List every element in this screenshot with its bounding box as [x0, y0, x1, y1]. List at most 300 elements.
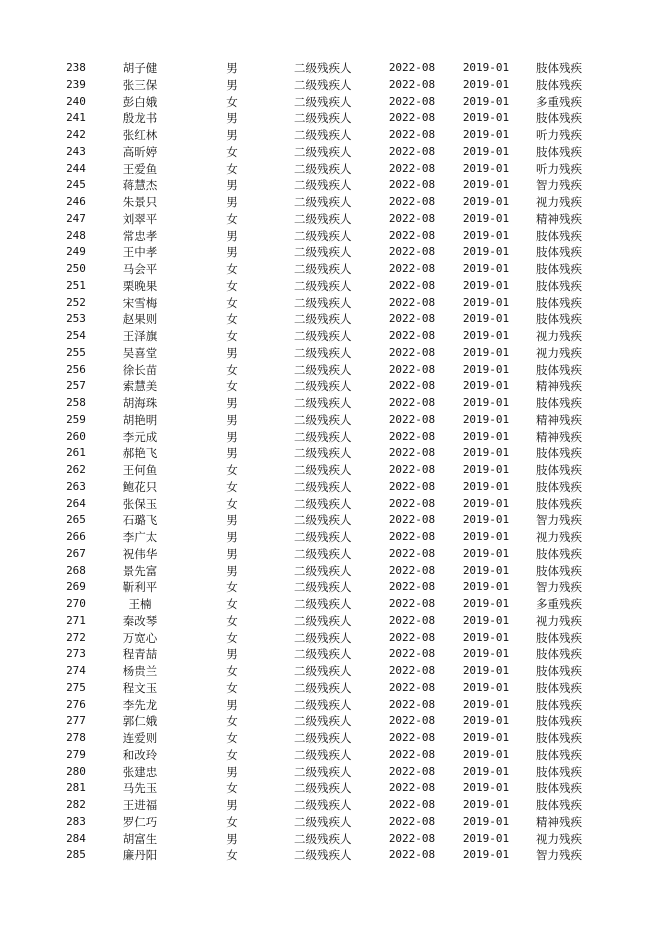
row-number: 270 [66, 597, 86, 610]
disability-type: 肢体残疾 [536, 396, 582, 410]
table-row [0, 94, 662, 111]
gender: 女 [226, 94, 238, 109]
gender: 男 [226, 798, 238, 812]
person-name: 吴喜堂 [122, 345, 158, 360]
person-name: 程文玉 [122, 680, 158, 695]
disability-type: 视力残疾 [536, 329, 582, 343]
gender: 女 [226, 463, 238, 477]
disability-grade: 二级残疾人 [294, 178, 352, 193]
date-start: 2019-01 [462, 278, 510, 292]
disability-grade: 二级残疾人 [294, 731, 352, 745]
gender: 女 [226, 144, 238, 159]
table-row [0, 479, 662, 496]
disability-type: 智力残疾 [536, 848, 582, 863]
disability-type: 听力残疾 [536, 161, 582, 176]
disability-type: 肢体残疾 [536, 647, 582, 662]
date-start: 2019-01 [462, 463, 510, 476]
disability-type: 肢体残疾 [536, 362, 582, 377]
date-issued: 2022-08 [388, 111, 436, 125]
disability-type: 精神残疾 [536, 814, 582, 829]
gender: 女 [226, 329, 238, 343]
table-row [0, 646, 662, 663]
person-name: 万宽心 [122, 630, 158, 645]
row-number: 256 [66, 362, 86, 376]
row-number: 283 [66, 814, 86, 828]
date-start: 2019-01 [462, 747, 510, 761]
date-issued: 2022-08 [388, 496, 436, 510]
date-issued: 2022-08 [388, 329, 436, 342]
disability-type: 肢体残疾 [536, 764, 582, 779]
date-issued: 2022-08 [388, 764, 436, 778]
person-name: 马会平 [122, 262, 158, 276]
table-row [0, 311, 662, 328]
date-issued: 2022-08 [388, 848, 436, 862]
date-issued: 2022-08 [388, 814, 436, 828]
table-row [0, 596, 662, 613]
date-issued: 2022-08 [388, 312, 436, 326]
gender: 女 [226, 161, 238, 176]
row-number: 252 [66, 295, 86, 309]
date-issued: 2022-08 [388, 77, 436, 91]
disability-type: 肢体残疾 [536, 664, 582, 678]
date-start: 2019-01 [462, 597, 510, 610]
date-start: 2019-01 [462, 580, 510, 594]
gender: 女 [226, 664, 238, 678]
date-start: 2019-01 [462, 195, 510, 208]
table-row [0, 328, 662, 345]
table-row [0, 697, 662, 714]
gender: 男 [226, 764, 238, 779]
gender: 男 [226, 111, 238, 126]
row-number: 250 [66, 262, 86, 275]
gender: 女 [226, 496, 238, 511]
date-issued: 2022-08 [388, 295, 436, 309]
person-name: 王进福 [122, 798, 158, 812]
date-start: 2019-01 [462, 295, 510, 309]
gender: 女 [226, 479, 238, 494]
person-name: 杨贵兰 [122, 664, 158, 678]
table-row [0, 345, 662, 362]
gender: 男 [226, 61, 238, 75]
disability-type: 精神残疾 [536, 211, 582, 226]
disability-grade: 二级残疾人 [294, 831, 352, 846]
disability-grade: 二级残疾人 [294, 563, 352, 578]
date-issued: 2022-08 [388, 513, 436, 527]
gender: 女 [226, 597, 238, 611]
row-number: 273 [66, 647, 86, 661]
disability-grade: 二级残疾人 [294, 580, 352, 595]
date-issued: 2022-08 [388, 781, 436, 795]
disability-grade: 二级残疾人 [294, 362, 352, 377]
date-start: 2019-01 [462, 664, 510, 677]
row-number: 263 [66, 479, 86, 493]
gender: 女 [226, 613, 238, 628]
table-row [0, 797, 662, 814]
disability-grade: 二级残疾人 [294, 613, 352, 628]
disability-grade: 二级残疾人 [294, 814, 352, 829]
row-number: 243 [66, 144, 86, 158]
disability-type: 视力残疾 [536, 345, 582, 360]
date-issued: 2022-08 [388, 613, 436, 627]
person-name: 靳利平 [122, 580, 158, 595]
date-issued: 2022-08 [388, 597, 436, 610]
disability-type: 精神残疾 [536, 412, 582, 427]
row-number: 255 [66, 345, 86, 359]
disability-type: 肢体残疾 [536, 747, 582, 762]
date-issued: 2022-08 [388, 446, 436, 460]
date-start: 2019-01 [462, 94, 510, 108]
date-issued: 2022-08 [388, 731, 436, 744]
table-row [0, 378, 662, 395]
date-start: 2019-01 [462, 563, 510, 577]
table-row [0, 546, 662, 563]
table-row [0, 144, 662, 161]
disability-grade: 二级残疾人 [294, 278, 352, 293]
date-start: 2019-01 [462, 61, 510, 74]
disability-type: 视力残疾 [536, 195, 582, 209]
gender: 女 [226, 781, 238, 796]
date-issued: 2022-08 [388, 278, 436, 292]
date-start: 2019-01 [462, 848, 510, 862]
person-name: 宋雪梅 [122, 295, 158, 310]
row-number: 265 [66, 513, 86, 527]
date-issued: 2022-08 [388, 245, 436, 259]
date-issued: 2022-08 [388, 697, 436, 711]
table-row [0, 512, 662, 529]
person-name: 连爱则 [122, 731, 158, 745]
date-start: 2019-01 [462, 77, 510, 91]
date-issued: 2022-08 [388, 94, 436, 108]
date-issued: 2022-08 [388, 228, 436, 242]
disability-grade: 二级残疾人 [294, 77, 352, 92]
disability-type: 肢体残疾 [536, 479, 582, 494]
disability-type: 视力残疾 [536, 530, 582, 544]
disability-grade: 二级残疾人 [294, 479, 352, 494]
date-issued: 2022-08 [388, 630, 436, 644]
person-name: 李先龙 [122, 697, 158, 712]
gender: 女 [226, 731, 238, 745]
disability-type: 肢体残疾 [536, 714, 582, 729]
row-number: 264 [66, 496, 86, 510]
disability-grade: 二级残疾人 [294, 446, 352, 461]
disability-type: 肢体残疾 [536, 77, 582, 92]
disability-grade: 二级残疾人 [294, 697, 352, 712]
row-number: 260 [66, 429, 86, 443]
disability-type: 肢体残疾 [536, 228, 582, 243]
person-name: 景先富 [122, 563, 158, 578]
disability-type: 精神残疾 [536, 379, 582, 394]
table-row [0, 579, 662, 596]
date-issued: 2022-08 [388, 178, 436, 192]
disability-type: 肢体残疾 [536, 563, 582, 578]
row-number: 245 [66, 178, 86, 192]
date-start: 2019-01 [462, 329, 510, 342]
person-name: 石璐飞 [122, 513, 158, 528]
gender: 女 [226, 262, 238, 276]
table-row [0, 244, 662, 261]
date-start: 2019-01 [462, 479, 510, 493]
disability-grade: 二级残疾人 [294, 597, 352, 611]
date-start: 2019-01 [462, 429, 510, 443]
date-start: 2019-01 [462, 530, 510, 543]
gender: 女 [226, 295, 238, 310]
gender: 男 [226, 412, 238, 427]
date-issued: 2022-08 [388, 714, 436, 728]
person-name: 郭仁娥 [122, 714, 158, 729]
disability-grade: 二级残疾人 [294, 680, 352, 695]
gender: 男 [226, 345, 238, 360]
disability-type: 肢体残疾 [536, 61, 582, 75]
table-row [0, 395, 662, 412]
row-number: 266 [66, 530, 86, 543]
disability-grade: 二级残疾人 [294, 345, 352, 360]
person-name: 王楠 [128, 597, 152, 611]
row-number: 267 [66, 546, 86, 560]
table-row [0, 764, 662, 781]
table-row [0, 847, 662, 864]
disability-roster-table [0, 60, 662, 864]
date-start: 2019-01 [462, 831, 510, 845]
date-start: 2019-01 [462, 412, 510, 426]
disability-grade: 二级残疾人 [294, 798, 352, 812]
disability-grade: 二级残疾人 [294, 848, 352, 863]
gender: 女 [226, 278, 238, 293]
table-row [0, 613, 662, 630]
row-number: 242 [66, 128, 86, 141]
table-row [0, 663, 662, 680]
row-number: 269 [66, 580, 86, 594]
row-number: 253 [66, 312, 86, 326]
row-number: 272 [66, 630, 86, 644]
date-start: 2019-01 [462, 814, 510, 828]
disability-grade: 二级残疾人 [294, 295, 352, 310]
disability-grade: 二级残疾人 [294, 412, 352, 427]
person-name: 彭白娥 [122, 94, 158, 109]
row-number: 239 [66, 77, 86, 91]
disability-type: 视力残疾 [536, 613, 582, 628]
date-start: 2019-01 [462, 546, 510, 560]
date-start: 2019-01 [462, 613, 510, 627]
person-name: 徐长苗 [122, 362, 158, 377]
date-issued: 2022-08 [388, 262, 436, 275]
date-issued: 2022-08 [388, 396, 436, 409]
disability-type: 多重残疾 [536, 597, 582, 611]
date-start: 2019-01 [462, 362, 510, 376]
date-start: 2019-01 [462, 128, 510, 141]
date-issued: 2022-08 [388, 647, 436, 661]
date-issued: 2022-08 [388, 161, 436, 175]
row-number: 277 [66, 714, 86, 728]
disability-grade: 二级残疾人 [294, 329, 352, 343]
table-row [0, 228, 662, 245]
date-start: 2019-01 [462, 111, 510, 125]
row-number: 275 [66, 680, 86, 694]
date-start: 2019-01 [462, 345, 510, 359]
gender: 男 [226, 513, 238, 528]
date-issued: 2022-08 [388, 530, 436, 543]
disability-type: 听力残疾 [536, 128, 582, 142]
table-row [0, 77, 662, 94]
person-name: 胡海珠 [122, 396, 158, 410]
person-name: 程青喆 [122, 647, 158, 662]
person-name: 刘翠平 [122, 211, 158, 226]
disability-grade: 二级残疾人 [294, 245, 352, 260]
table-row [0, 261, 662, 278]
gender: 男 [226, 195, 238, 209]
person-name: 张保玉 [122, 496, 158, 511]
date-issued: 2022-08 [388, 680, 436, 694]
date-start: 2019-01 [462, 630, 510, 644]
gender: 男 [226, 245, 238, 260]
date-issued: 2022-08 [388, 429, 436, 443]
table-row [0, 429, 662, 446]
disability-grade: 二级残疾人 [294, 664, 352, 678]
table-row [0, 496, 662, 513]
table-row [0, 730, 662, 747]
date-start: 2019-01 [462, 379, 510, 393]
person-name: 秦改琴 [122, 613, 158, 628]
date-issued: 2022-08 [388, 128, 436, 141]
date-start: 2019-01 [462, 513, 510, 527]
date-start: 2019-01 [462, 312, 510, 326]
date-start: 2019-01 [462, 211, 510, 225]
disability-grade: 二级残疾人 [294, 647, 352, 662]
gender: 男 [226, 228, 238, 243]
date-issued: 2022-08 [388, 664, 436, 677]
date-start: 2019-01 [462, 262, 510, 275]
disability-type: 肢体残疾 [536, 731, 582, 745]
date-start: 2019-01 [462, 781, 510, 795]
date-start: 2019-01 [462, 647, 510, 661]
disability-grade: 二级残疾人 [294, 546, 352, 561]
disability-type: 智力残疾 [536, 580, 582, 595]
date-start: 2019-01 [462, 396, 510, 409]
row-number: 254 [66, 329, 86, 342]
row-number: 278 [66, 731, 86, 744]
date-start: 2019-01 [462, 764, 510, 778]
row-number: 246 [66, 195, 86, 208]
person-name: 张三保 [122, 77, 158, 92]
person-name: 和改玲 [122, 747, 158, 762]
gender: 男 [226, 446, 238, 461]
row-number: 262 [66, 463, 86, 476]
disability-type: 肢体残疾 [536, 798, 582, 812]
gender: 女 [226, 211, 238, 226]
date-start: 2019-01 [462, 680, 510, 694]
person-name: 王泽旗 [122, 329, 158, 343]
gender: 女 [226, 848, 238, 863]
gender: 女 [226, 747, 238, 762]
gender: 男 [226, 546, 238, 561]
row-number: 276 [66, 697, 86, 711]
person-name: 索慧美 [122, 379, 158, 394]
row-number: 257 [66, 379, 86, 393]
person-name: 胡子健 [122, 61, 158, 75]
disability-grade: 二级残疾人 [294, 61, 352, 75]
row-number: 251 [66, 278, 86, 292]
date-issued: 2022-08 [388, 379, 436, 393]
disability-type: 视力残疾 [536, 831, 582, 846]
table-row [0, 630, 662, 647]
table-row [0, 747, 662, 764]
date-issued: 2022-08 [388, 798, 436, 811]
table-row [0, 60, 662, 77]
disability-grade: 二级残疾人 [294, 496, 352, 511]
disability-grade: 二级残疾人 [294, 211, 352, 226]
person-name: 朱景只 [122, 195, 158, 209]
date-issued: 2022-08 [388, 412, 436, 426]
table-row [0, 462, 662, 479]
person-name: 赵果则 [122, 312, 158, 327]
row-number: 279 [66, 747, 86, 761]
table-row [0, 680, 662, 697]
gender: 男 [226, 563, 238, 578]
person-name: 李广太 [122, 530, 158, 544]
disability-grade: 二级残疾人 [294, 630, 352, 645]
table-row [0, 211, 662, 228]
date-start: 2019-01 [462, 178, 510, 192]
gender: 女 [226, 379, 238, 394]
disability-grade: 二级残疾人 [294, 747, 352, 762]
person-name: 祝伟华 [122, 546, 158, 561]
gender: 男 [226, 697, 238, 712]
date-start: 2019-01 [462, 161, 510, 175]
table-row [0, 713, 662, 730]
gender: 女 [226, 630, 238, 645]
gender: 男 [226, 429, 238, 444]
disability-grade: 二级残疾人 [294, 262, 352, 276]
table-row [0, 194, 662, 211]
gender: 女 [226, 814, 238, 829]
person-name: 常忠孝 [122, 228, 158, 243]
disability-type: 肢体残疾 [536, 278, 582, 293]
person-name: 高昕婷 [122, 144, 158, 159]
person-name: 蒋慧杰 [122, 178, 158, 193]
date-start: 2019-01 [462, 798, 510, 811]
person-name: 胡富生 [122, 831, 158, 846]
person-name: 罗仁巧 [122, 814, 158, 829]
row-number: 285 [66, 848, 86, 862]
row-number: 271 [66, 613, 86, 627]
date-issued: 2022-08 [388, 61, 436, 74]
table-row [0, 445, 662, 462]
person-name: 张建忠 [122, 764, 158, 779]
disability-grade: 二级残疾人 [294, 714, 352, 729]
disability-grade: 二级残疾人 [294, 195, 352, 209]
row-number: 258 [66, 396, 86, 409]
disability-grade: 二级残疾人 [294, 161, 352, 176]
table-row [0, 563, 662, 580]
date-issued: 2022-08 [388, 144, 436, 158]
disability-grade: 二级残疾人 [294, 463, 352, 477]
disability-grade: 二级残疾人 [294, 144, 352, 159]
disability-type: 精神残疾 [536, 429, 582, 444]
date-issued: 2022-08 [388, 563, 436, 577]
table-row [0, 295, 662, 312]
disability-grade: 二级残疾人 [294, 94, 352, 109]
disability-type: 肢体残疾 [536, 446, 582, 461]
disability-grade: 二级残疾人 [294, 312, 352, 327]
person-name: 栗晚果 [122, 278, 158, 293]
disability-type: 肢体残疾 [536, 144, 582, 159]
person-name: 廉丹阳 [122, 848, 158, 863]
gender: 女 [226, 714, 238, 729]
gender: 男 [226, 396, 238, 410]
row-number: 248 [66, 228, 86, 242]
table-row [0, 110, 662, 127]
date-issued: 2022-08 [388, 580, 436, 594]
person-name: 郝艳飞 [122, 446, 158, 461]
